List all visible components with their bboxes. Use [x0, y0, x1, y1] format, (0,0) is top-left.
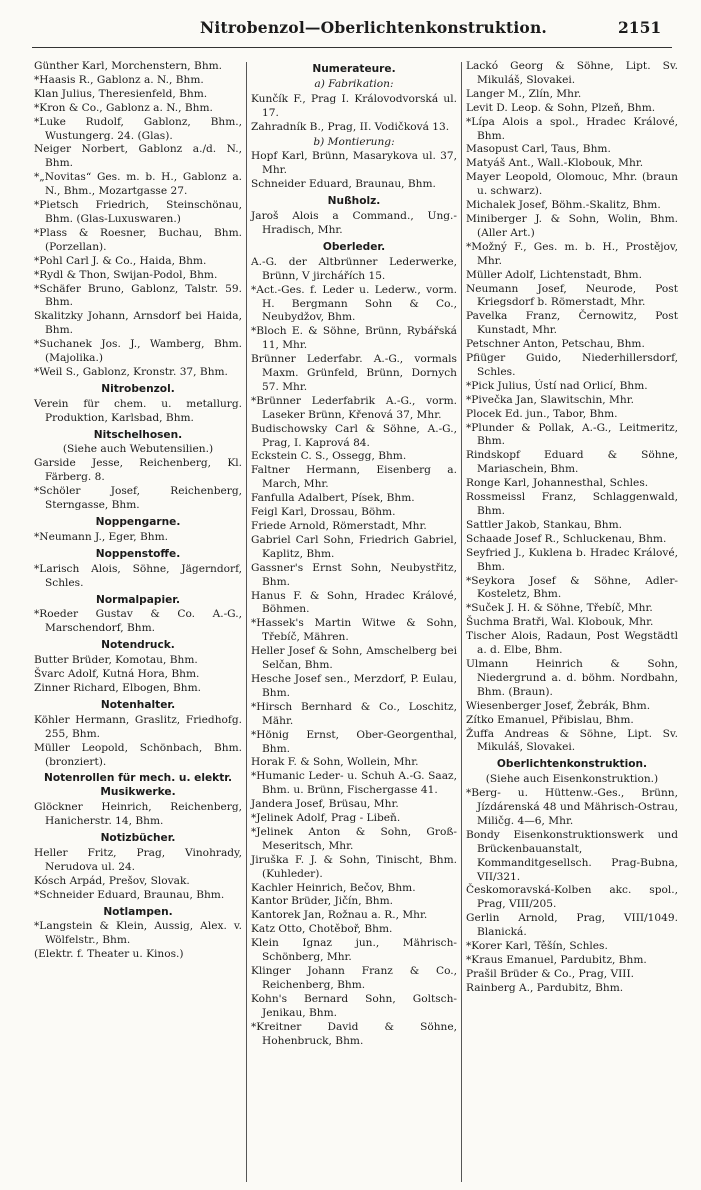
directory-entry: Feigl Karl, Drossau, Böhm. — [251, 506, 396, 519]
directory-entry: Ulmann Heinrich & Sohn, Niedergrund a. d. böhm. Nordbahn, Bhm. (Braun). — [466, 657, 678, 698]
directory-entry: Heller Fritz, Prag, Vinohrady, Nerudova ul. 24. — [34, 846, 242, 873]
directory-entry: Rindskopf Eduard & Söhne, Mariaschein, Bhm. — [466, 449, 678, 476]
section-heading: Nitschelhosen. — [93, 428, 183, 441]
section-heading: Notendruck. — [101, 639, 175, 652]
column-right — [466, 60, 678, 996]
directory-entry: Klinger Johann Franz & Co., Reichenberg, Bhm. — [251, 965, 457, 991]
directory-entry: Müller Adolf, Lichtenstadt, Bhm. — [466, 268, 642, 281]
directory-entry: Faltner Hermann, Eisenberg a. March, Mhr. — [251, 464, 457, 491]
directory-entry: Mayer Leopold, Olomouc, Mhr. (braun u. schwarz). — [466, 171, 678, 198]
directory-entry: *Haasis R., Gablonz a. N., Bhm. — [34, 73, 204, 86]
directory-entry: Langer M., Zlín, Mhr. — [466, 87, 582, 100]
directory-entry: Jaroš Alois a Command., Ung.-Hradisch, Mhr. — [251, 210, 457, 236]
section-heading: Notizbücher. — [100, 832, 176, 845]
directory-entry: Kantorek Jan, Rožnau a. R., Mhr. — [251, 909, 428, 922]
directory-entry: Rossmeissl Franz, Schlaggenwald, Bhm. — [466, 491, 678, 517]
directory-entry: Pavelka Franz, Černowitz, Post Kunstadt, Mhr. — [466, 310, 678, 337]
directory-entry: *Plunder & Pollak, A.-G., Leitmeritz, Bhm. — [466, 421, 678, 448]
section-heading: Normalpapier. — [95, 593, 181, 606]
directory-entry: Petschner Anton, Petschau, Bhm. — [466, 338, 645, 351]
directory-entry: *Suček J. H. & Söhne, Třebíč, Mhr. — [466, 602, 653, 615]
directory-entry: *Luke Rudolf, Gablonz, Bhm., Wustungerg. 24. (Glas). — [34, 115, 242, 142]
directory-entry: Kohn's Bernard Sohn, Goltsch-Jenikau, Bhm. — [251, 992, 457, 1019]
directory-entry: Neiger Norbert, Gablonz a./d. N., Bhm. — [34, 143, 242, 170]
directory-entry: Verein für chem. u. metallurg. Produktion, Karlsbad, Bhm. — [34, 397, 242, 424]
directory-entry: *„Novitas“ Ges. m. b. H., Gablonz a. N., Bhm., Mozartgasse 27. — [34, 171, 242, 198]
directory-entry: Hopf Karl, Brünn, Masarykova ul. 37, Mhr. — [251, 150, 457, 177]
section-heading: Nußholz. — [327, 195, 381, 208]
directory-entry: Heller Josef & Sohn, Amschelberg bei Selčan, Bhm. — [251, 645, 457, 672]
directory-entry: Schaade Josef R., Schluckenau, Bhm. — [466, 532, 667, 545]
directory-entry: Levit D. Leop. & Sohn, Plzeň, Bhm. — [466, 101, 656, 114]
directory-entry: Zahradník B., Prag, II. Vodičková 13. — [251, 120, 450, 133]
directory-entry: *Lípa Alois a spol., Hradec Králové, Bhm. — [466, 115, 678, 142]
directory-entry: Hanus F. & Sohn, Hradec Králové, Böhmen. — [251, 589, 457, 616]
directory-entry: Horak F. & Sohn, Wollein, Mhr. — [251, 756, 419, 769]
directory-entry: *Plass & Roesner, Buchau, Bhm. (Porzellan). — [34, 226, 242, 253]
directory-entry: *Pietsch Friedrich, Steinschönau, Bhm. (Glas-Luxuswaren.) — [34, 199, 242, 225]
directory-entry: Skalitzky Johann, Arnsdorf bei Haida, Bhm. — [34, 310, 242, 337]
directory-entry: Garside Jesse, Reichenberg, Kl. Färberg. 8. — [34, 457, 242, 484]
directory-entry: *Langstein & Klein, Aussig, Alex. v. Wölfelstr., Bhm. — [34, 920, 242, 947]
directory-entry: Günther Karl, Morchenstern, Bhm. — [34, 60, 223, 72]
directory-entry: *Brünner Lederfabrik A.-G., vorm. Laseker Brünn, Křenová 37, Mhr. — [251, 394, 457, 421]
directory-entry: Českomoravská-Kolben akc. spol., Prag, VIII/205. — [466, 884, 678, 911]
directory-entry: *Rydl & Thon, Swijan-Podol, Bhm. — [34, 268, 218, 281]
directory-entry: Brünner Lederfabr. A.-G., vormals Maxm. Grünfeld, Brünn, Dornych 57. Mhr. — [251, 353, 457, 393]
directory-entry: *Schneider Eduard, Braunau, Bhm. — [34, 888, 225, 901]
directory-entry: *Jelinek Anton & Sohn, Groß-Meseritsch, Mhr. — [251, 825, 457, 852]
directory-entry: Rainberg A., Pardubitz, Bhm. — [466, 981, 624, 994]
directory-entry: *Možný F., Ges. m. b. H., Prostějov, Mhr. — [466, 240, 678, 267]
directory-entry: *Pohl Carl J. & Co., Haida, Bhm. — [34, 254, 207, 267]
directory-entry: Glöckner Heinrich, Reichenberg, Hanicherstr. 14, Bhm. — [34, 801, 242, 828]
section-heading: Noppenstoffe. — [95, 547, 181, 560]
directory-entry: Kachler Heinrich, Bečov, Bhm. — [251, 881, 416, 894]
directory-entry: *Hirsch Bernhard & Co., Loschitz, Mähr. — [251, 700, 457, 727]
directory-entry: *Hassek's Martin Witwe & Sohn, Třebíč, Mähren. — [251, 617, 457, 644]
directory-entry: Zinner Richard, Elbogen, Bhm. — [34, 681, 202, 694]
cross-reference-note: (Siehe auch Webutensilien.) — [62, 443, 214, 456]
directory-entry: Katz Otto, Chotěboř, Bhm. — [251, 923, 393, 936]
directory-entry: *Pick Julius, Ústí nad Orlicí, Bhm. — [466, 379, 648, 392]
directory-entry: Fanfulla Adalbert, Písek, Bhm. — [251, 492, 415, 505]
column-middle — [251, 60, 457, 1048]
directory-entry: Gerlin Arnold, Prag, VIII/1049. Blanická. — [466, 912, 678, 939]
directory-entry: Tischer Alois, Radaun, Post Wegstädtl a. d. Elbe, Bhm. — [466, 630, 678, 657]
directory-entry: Müller Leopold, Schönbach, Bhm. (bronziert). — [34, 741, 242, 768]
subsection-heading: b) Montierung: — [313, 135, 395, 148]
directory-entry: Pfiüger Guido, Niederhillersdorf, Schles. — [466, 352, 678, 378]
column-divider — [461, 62, 462, 1182]
directory-entry: Wiesenberger Josef, Žebrák, Bhm. — [466, 699, 651, 712]
directory-entry: Plocek Ed. jun., Tabor, Bhm. — [466, 407, 618, 420]
directory-entry: Neumann Josef, Neurode, Post Kriegsdorf b. Römerstadt, Mhr. — [466, 282, 678, 309]
page-title: Nitrobenzol—Oberlichtenkonstruktion. — [200, 18, 548, 37]
directory-entry: Sattler Jakob, Stankau, Bhm. — [466, 518, 623, 531]
directory-entry: *Jelinek Adolf, Prag - Libeň. — [251, 812, 401, 825]
directory-entry: Jiruška F. J. & Sohn, Tinischt, Bhm. (Kuhleder). — [251, 853, 457, 880]
directory-entry: Gabriel Carl Sohn, Friedrich Gabriel, Kaplitz, Bhm. — [251, 533, 457, 560]
directory-entry: Butter Brüder, Komotau, Bhm. — [34, 654, 198, 667]
directory-entry: *Pivečka Jan, Slawitschin, Mhr. — [466, 393, 634, 406]
directory-entry: Masopust Carl, Taus, Bhm. — [466, 143, 611, 156]
cross-reference-note: (Siehe auch Eisenkonstruktion.) — [485, 773, 659, 786]
directory-entry: Schneider Eduard, Braunau, Bhm. — [251, 178, 436, 191]
directory-entry: Ronge Karl, Johannesthal, Schles. — [466, 477, 649, 490]
directory-entry: *Hönig Ernst, Ober-Georgenthal, Bhm. — [251, 728, 457, 755]
page-number: 2151 — [618, 18, 662, 37]
directory-entry: Köhler Hermann, Graslitz, Friedhofg. 255, Bhm. — [34, 713, 242, 740]
directory-entry: *Kreitner David & Söhne, Hohenbruck, Bhm. — [251, 1020, 457, 1047]
directory-entry: Michalek Josef, Böhm.-Skalitz, Bhm. — [466, 199, 661, 212]
directory-entry: Kósch Arpád, Prešov, Slovak. — [34, 874, 190, 887]
directory-entry: *Act.-Ges. f. Leder u. Lederw., vorm. H. Bergmann Sohn & Co., Neubydžov, Bhm. — [251, 283, 457, 324]
directory-entry: Miniberger J. & Sohn, Wolin, Bhm. (Aller Art.) — [466, 212, 678, 239]
section-heading: Notenrollen für mech. u. elektr. Musikwerke. — [43, 772, 233, 799]
directory-entry: *Schöler Josef, Reichenberg, Sterngasse, Bhm. — [34, 485, 242, 512]
section-heading: Oberleder. — [322, 240, 386, 253]
directory-entry: Bondy Eisenkonstruktionswerk und Brückenbauanstalt, Kommanditgesellsch. Prag-Bubna, VII/321. — [466, 828, 678, 883]
header-rule — [32, 47, 672, 48]
directory-entry: *Neumann J., Eger, Bhm. — [34, 530, 168, 543]
directory-entry: Kunčík F., Prag I. Královodvorská ul. 17. — [251, 92, 457, 119]
column-divider — [246, 62, 247, 1182]
directory-entry: Švarc Adolf, Kutná Hora, Bhm. — [34, 668, 200, 681]
section-heading: Nitrobenzol. — [101, 382, 175, 395]
directory-entry: Seyfried J., Kuklena b. Hradec Králové, Bhm. — [466, 546, 678, 573]
section-heading: Notlampen. — [103, 905, 173, 918]
directory-entry: Zítko Emanuel, Přibislau, Bhm. — [466, 713, 634, 726]
directory-entry: *Suchanek Jos. J., Wamberg, Bhm. (Majolika.) — [34, 338, 242, 365]
column-left — [34, 60, 242, 962]
section-heading: Oberlichtenkonstruktion. — [496, 758, 648, 771]
directory-entry: *Weil S., Gablonz, Kronstr. 37, Bhm. — [34, 365, 228, 378]
directory-entry: Kantor Brüder, Jičín, Bhm. — [251, 895, 394, 908]
page-header — [0, 18, 701, 42]
directory-entry: Eckstein C. S., Ossegg, Bhm. — [251, 450, 407, 463]
directory-entry: Hesche Josef sen., Merzdorf, P. Eulau, Bhm. — [251, 672, 457, 699]
subsection-heading: a) Fabrikation: — [314, 77, 394, 90]
directory-entry: *Kron & Co., Gablonz a. N., Bhm. — [34, 101, 213, 114]
directory-entry: *Berg- u. Hüttenw.-Ges., Brünn, Jízdárenská 48 und Mährisch-Ostrau, Miličg. 4—6, Mhr. — [466, 787, 678, 827]
section-heading: Numerateure. — [312, 63, 396, 75]
directory-entry: Žuffa Andreas & Söhne, Lipt. Sv. Mikuláš, Slovakei. — [466, 727, 678, 754]
directory-entry: Matyáš Ant., Wall.-Klobouk, Mhr. — [466, 157, 644, 170]
directory-entry: *Seykora Josef & Söhne, Adler-Kosteletz, Bhm. — [466, 574, 678, 601]
directory-entry: Jandera Josef, Brüsau, Mhr. — [251, 798, 399, 811]
directory-entry: *Roeder Gustav & Co. A.-G., Marschendorf, Bhm. — [34, 608, 242, 635]
directory-entry: *Humanic Leder- u. Schuh A.-G. Saaz, Bhm. u. Brünn, Fischergasse 41. — [251, 770, 457, 797]
directory-entry: Lackó Georg & Söhne, Lipt. Sv. Mikuláš, Slovakei. — [466, 60, 678, 86]
directory-entry: Friede Arnold, Römerstadt, Mhr. — [251, 520, 427, 532]
section-heading: Notenhalter. — [100, 698, 176, 711]
directory-entry: Budischowsky Carl & Söhne, A.-G., Prag, I. Kaprová 84. — [251, 422, 457, 449]
directory-entry: Klan Julius, Theresienfeld, Bhm. — [34, 87, 208, 100]
directory-entry: A.-G. der Altbrünner Lederwerke, Brünn, V jirchářích 15. — [251, 255, 457, 282]
directory-entry: Šuchma Bratři, Wal. Klobouk, Mhr. — [466, 616, 654, 629]
directory-entry: *Larisch Alois, Söhne, Jägerndorf, Schles. — [34, 562, 242, 589]
section-heading: Noppengarne. — [95, 516, 181, 528]
directory-entry: *Korer Karl, Těšín, Schles. — [466, 940, 608, 953]
directory-entry: (Elektr. f. Theater u. Kinos.) — [34, 948, 184, 961]
directory-entry: *Kraus Emanuel, Pardubitz, Bhm. — [466, 954, 647, 966]
directory-entry: Klein Ignaz jun., Mährisch-Schönberg, Mhr. — [251, 937, 457, 964]
directory-entry: Prašil Brüder & Co., Prag, VIII. — [466, 967, 635, 980]
directory-entry: *Bloch E. & Söhne, Brünn, Rybářská 11, Mhr. — [251, 325, 457, 352]
directory-entry: *Schäfer Bruno, Gablonz, Talstr. 59. Bhm. — [34, 282, 242, 309]
directory-entry: Gassner's Ernst Sohn, Neubystřitz, Bhm. — [251, 561, 457, 588]
